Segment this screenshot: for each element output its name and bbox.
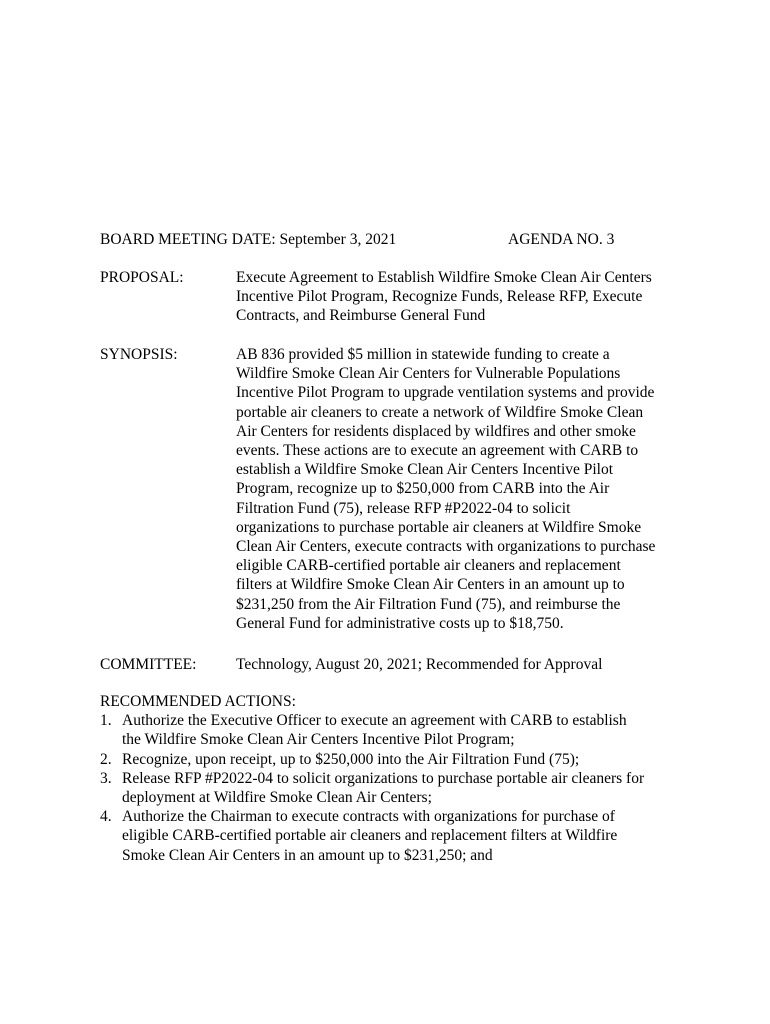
list-item bbox=[100, 807, 700, 865]
list-item-line: Authorize the Executive Officer to execute an agreement with CARB to establish bbox=[122, 712, 627, 730]
committee-text bbox=[236, 655, 684, 674]
board-meeting-date: BOARD MEETING DATE: September 3, 2021 bbox=[100, 231, 397, 248]
synopsis-line: Wildfire Smoke Clean Air Centers for Vulnerable Populations bbox=[236, 365, 621, 383]
agenda-number: AGENDA NO. 3 bbox=[508, 231, 615, 248]
synopsis-line: AB 836 provided $5 million in statewide funding to create a bbox=[236, 346, 610, 363]
list-item-number: 4. bbox=[100, 808, 112, 826]
proposal-line: Contracts, and Reimburse General Fund bbox=[236, 307, 486, 325]
list-item-number: 1. bbox=[100, 712, 112, 730]
synopsis-line: filters at Wildfire Smoke Clean Air Centers in an amount up to bbox=[236, 576, 625, 594]
synopsis-line: Air Centers for residents displaced by wildfires and other smoke bbox=[236, 422, 636, 440]
proposal-line: Execute Agreement to Establish Wildfire Smoke Clean Air Centers bbox=[236, 269, 652, 286]
committee-label: COMMITTEE: bbox=[100, 656, 197, 673]
list-item-number: 3. bbox=[100, 769, 112, 787]
recommended-actions-section bbox=[100, 692, 700, 865]
synopsis-line: Program, recognize up to $250,000 from CARB into the Air bbox=[236, 480, 610, 498]
synopsis-line: Filtration Fund (75), release RFP #P2022-04 to solicit bbox=[236, 499, 571, 517]
list-item bbox=[100, 750, 700, 769]
list-item-line: Authorize the Chairman to execute contracts with organizations for purchase of bbox=[122, 808, 615, 826]
synopsis-line: events. These actions are to execute an agreement with CARB to bbox=[236, 442, 639, 460]
list-item-line: the Wildfire Smoke Clean Air Centers Incentive Pilot Program; bbox=[122, 731, 515, 749]
committee-line: Technology, August 20, 2021; Recommended for Approval bbox=[236, 656, 603, 673]
recommended-actions-list bbox=[100, 711, 700, 865]
list-item-line: deployment at Wildfire Smoke Clean Air Centers; bbox=[122, 789, 432, 807]
proposal-label: PROPOSAL: bbox=[100, 269, 184, 286]
synopsis-label: SYNOPSIS: bbox=[100, 346, 178, 363]
synopsis-line: Clean Air Centers, execute contracts with organizations to purchase bbox=[236, 538, 656, 556]
proposal-text bbox=[236, 268, 684, 326]
synopsis-line: establish a Wildfire Smoke Clean Air Centers Incentive Pilot bbox=[236, 461, 614, 479]
list-item-number: 2. bbox=[100, 750, 112, 768]
synopsis-line: Incentive Pilot Program to upgrade ventilation systems and provide bbox=[236, 384, 655, 402]
proposal-line: Incentive Pilot Program, Recognize Funds, Release RFP, Execute bbox=[236, 288, 643, 306]
synopsis-line: eligible CARB-certified portable air cleaners and replacement bbox=[236, 557, 621, 575]
list-item-line: Recognize, upon receipt, up to $250,000 into the Air Filtration Fund (75); bbox=[122, 750, 580, 768]
synopsis-line: portable air cleaners to create a network of Wildfire Smoke Clean bbox=[236, 403, 644, 421]
recommended-actions-heading: RECOMMENDED ACTIONS: bbox=[100, 693, 296, 710]
list-item-line: Release RFP #P2022-04 to solicit organizations to purchase portable air cleaners for bbox=[122, 769, 645, 787]
header-line bbox=[100, 230, 660, 250]
synopsis-line: $231,250 from the Air Filtration Fund (75), and reimburse the bbox=[236, 595, 621, 613]
synopsis-line: organizations to purchase portable air cleaners at Wildfire Smoke bbox=[236, 518, 642, 536]
list-item bbox=[100, 711, 700, 749]
synopsis-line: General Fund for administrative costs up to $18,750. bbox=[236, 614, 564, 632]
synopsis-text bbox=[236, 345, 684, 633]
list-item bbox=[100, 769, 700, 807]
list-item-line: eligible CARB-certified portable air cleaners and replacement filters at Wildfire bbox=[122, 827, 618, 845]
list-item-line: Smoke Clean Air Centers in an amount up to $231,250; and bbox=[122, 846, 493, 864]
